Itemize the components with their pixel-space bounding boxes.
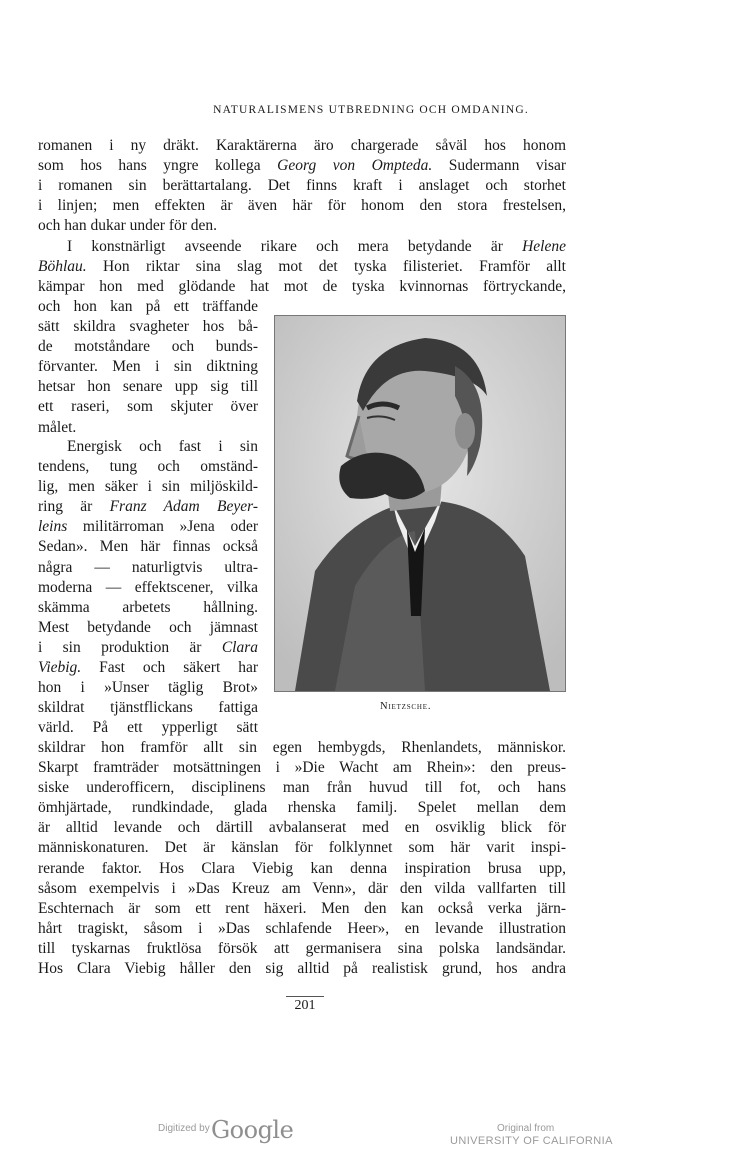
nietzsche-portrait — [274, 315, 566, 692]
text-line: som hos hans yngre kollega Georg von Ompteda. Sudermann visar — [38, 157, 566, 175]
text-line: siske underofficern, disciplinens man från huvud till fot, och hans — [38, 779, 566, 797]
text-line: sätt skildra svagheter hos bå- — [38, 318, 258, 336]
text-line: skildrat tjänstflickans fattiga — [38, 699, 258, 717]
text-line: ring är Franz Adam Beyer- — [38, 498, 259, 516]
text-line: ett raseri, som skjuter över — [38, 398, 258, 416]
text-line: moderna — effektscener, vilka — [38, 578, 258, 596]
text-line: leins militärroman »Jena oder — [38, 518, 258, 536]
google-logo: Google — [211, 1116, 294, 1144]
text-line: kämpar hon med glödande hat mot de tyska kvinnornas förtryckande, — [38, 278, 566, 296]
text-line: hon i »Unser täglig Brot» — [38, 679, 258, 697]
text-line: rerande faktor. Hos Clara Viebig kan denna inspiration brusa upp, — [38, 859, 566, 877]
text-line: förvanter. Men i sin diktning — [38, 358, 258, 376]
text-line: och han dukar under för den. — [38, 217, 218, 235]
text-line: Skarpt framträder motsättningen i »Die Wacht am Rhein»: den preus- — [38, 759, 566, 777]
text-line: människonaturen. Det är känslan för folklynnet som här varit inspi- — [38, 839, 566, 857]
page-number: 201 — [294, 998, 316, 1013]
digitized-by-label: Digitized by — [158, 1123, 210, 1134]
text-line: lig, men säker i sin miljöskild- — [38, 478, 258, 496]
text-line: Mest betydande och jämnast — [38, 618, 258, 636]
text-line: tendens, tung och omständ- — [38, 458, 258, 476]
text-line: målet. — [38, 418, 77, 436]
text-line: skildrar hon framför allt sin egen hembygds, Rhenlandets, människor. — [38, 739, 566, 756]
portrait-illustration — [275, 316, 565, 691]
page-number-rule — [286, 996, 324, 997]
text-line: och hon kan på ett träffande — [38, 298, 258, 315]
text-line: några — naturligtvis ultra- — [38, 558, 258, 576]
text-line: Energisk och fast i sin — [67, 438, 258, 455]
text-line: i sin produktion är Clara — [38, 638, 258, 656]
text-line: I konstnärligt avseende rikare och mera betydande är Helene — [67, 238, 566, 255]
paragraph-3-wrapped — [38, 437, 258, 738]
caption-text: Nietzsche. — [380, 701, 432, 712]
text-line: hetsar hon senare upp sig till — [38, 378, 258, 396]
text-line: såsom exempelvis i »Das Kreuz am Venn», där den vilda vallfarten till — [38, 879, 566, 897]
paragraph-3-continued — [38, 738, 566, 979]
text-line: Böhlau. Hon riktar sina slag mot det tyska filisteriet. Framför allt — [38, 258, 566, 276]
text-line: Eschternach är som ett rent häxeri. Men den kan också verka järn- — [38, 899, 566, 917]
text-line: Viebig. Fast och säkert har — [38, 659, 258, 677]
text-line: värld. På ett ypperligt sätt — [38, 719, 258, 737]
text-line: Sedan». Men här finnas också — [38, 538, 258, 556]
text-line: i linjen; men effekten är även här för honom den stora frestelsen, — [38, 197, 566, 215]
text-line: skämma arbetets hållning. — [38, 598, 258, 616]
text-line: i romanen sin berättartalang. Det finns kraft i anslaget och storhet — [38, 177, 566, 195]
running-header: NATURALISMENS UTBREDNING OCH OMDANING. — [213, 104, 529, 116]
paragraph-1 — [38, 136, 566, 236]
university-label: UNIVERSITY OF CALIFORNIA — [450, 1135, 613, 1147]
text-line: de motståndare och bunds- — [38, 338, 258, 356]
text-line: till tyskarnas fruktlösa försök att germanisera sina polska landsändar. — [38, 939, 566, 957]
text-line: Hos Clara Viebig håller den sig alltid på realistisk grund, hos andra — [38, 960, 566, 978]
paragraph-2-wrapped — [38, 297, 258, 438]
text-line: är alltid levande och därtill avbalanserat med en osviklig blick för — [38, 819, 566, 837]
text-line: romanen i ny dräkt. Karaktärerna äro chargerade såväl hos honom — [38, 137, 566, 154]
paragraph-2-intro — [38, 237, 566, 297]
figure-caption — [380, 701, 431, 712]
original-from-label: Original from — [497, 1123, 555, 1134]
text-line: ömhjärtade, rundkindade, glada rhenska familj. Spelet mellan dem — [38, 799, 566, 817]
text-line: hårt tragiskt, såsom i »Das schlafende Heer», en levande illustration — [38, 919, 566, 937]
